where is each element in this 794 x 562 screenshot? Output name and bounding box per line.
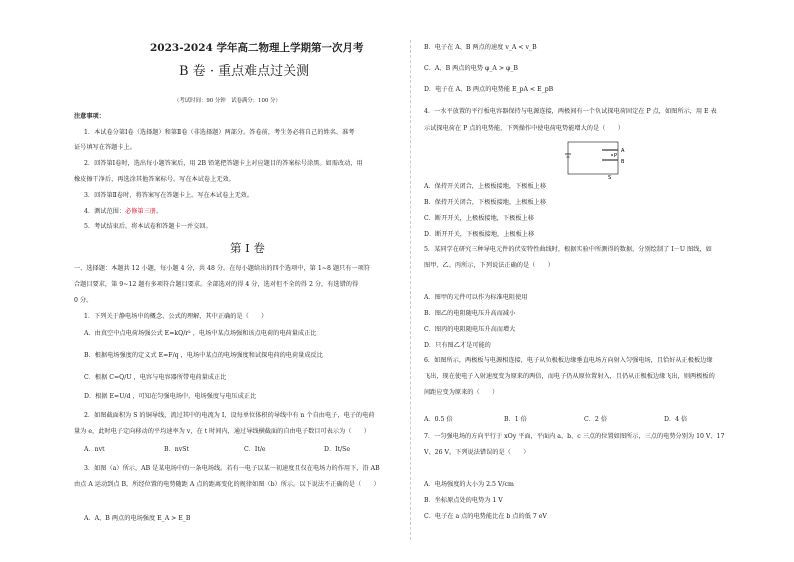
left-column (74, 0, 400, 562)
question-7: 7．一匀强电场的方向平行于 xOy 平面，平面内 a、b、c 三点的位置如图所示，三点的电势分别为 10 V、17 (424, 433, 725, 440)
notice-line: 5．考试结束后，将本试卷和答题卡一并交回。 (84, 223, 212, 230)
switch-label: S (608, 175, 612, 180)
q2-option-c: C．It/e (244, 446, 266, 453)
notice-line: 3．回答第Ⅱ卷时，将答案写在答题卡上。写在本试卷上无效。 (84, 192, 254, 199)
question-6-cont: 间距应变为原来的（ ） (424, 389, 499, 396)
question-6: 6．如图所示，两极板与电源相连接，电子从负极板边缘垂直电场方向射入匀强电场，且恰好从正极板边缘 (424, 357, 713, 364)
circuit-wire (568, 142, 618, 174)
q2-option-b: B．nvSt (164, 446, 189, 453)
q5-option-b: B．图乙的电阻随电压升高而减小 (424, 310, 516, 317)
q3-option-d: D．电子在 A、B 两点的电势能 E_pA < E_pB (424, 86, 554, 93)
capacitor-circuit-diagram (564, 138, 634, 180)
q5-option-d: D．只有图乙才是可能的 (424, 342, 491, 349)
question-3-cont: 由点 A 运动到点 B，所经位置的电势随距 A 点的距离变化的规律如图（b）所示。以下说法不正确的是（ ） (74, 481, 380, 488)
charge-point (611, 154, 613, 156)
question-5-cont: 图甲、乙、丙所示，下列说法正确的是（ ） (424, 262, 554, 269)
q4-option-b: B．保持开关闭合，下极板接地，上极板上移 (424, 199, 547, 206)
section-title: 第 Ⅰ 卷 (230, 241, 265, 255)
q1-option-c: C．根据 C=Q/U ，电容与电容器所带电荷量成正比 (84, 374, 227, 381)
q6-option-b: B．1 倍 (504, 416, 527, 423)
exam-subtitle: B 卷 · 重点难点过关测 (179, 64, 310, 79)
question-1: 1．下列关于静电场中的概念、公式的理解，其中正确的是（ ） (84, 313, 268, 320)
q6-option-a: A．0.5 倍 (424, 416, 453, 423)
q4-option-c: C．断开开关，上极板接地，下极板上移 (424, 215, 534, 222)
exam-meta: （考试时间：90 分钟 试卷满分：100 分） (174, 98, 281, 104)
instruction-line: 0 分。 (74, 297, 93, 304)
column-divider (410, 40, 411, 540)
question-3: 3．如图（a）所示，AB 是某电场中的一条电场线。若有一电子以某一初速度且仅在电场力的作用下，沿 AB (84, 465, 380, 472)
q3-option-c: C．A、B 两点的电势 φ_A > φ_B (424, 65, 518, 72)
q7-option-c: C．电子在 a 点的电势能比在 b 点的低 7 eV (424, 513, 547, 520)
instruction-line: 合题目要求，第 9~12 题有多项符合题目要求。全部选对的得 4 分，选对但不全的得 2 分，有选错的得 (74, 281, 359, 288)
q7-option-b: B．坐标原点处的电势为 1 V (424, 497, 503, 504)
q3-option-b: B．电子在 A、B 两点的速度 v_A < v_B (424, 44, 537, 51)
plate-a-label: A (621, 148, 625, 154)
q7-option-a: A．电场强度的大小为 2.5 V/cm (424, 481, 514, 488)
notice-scope-label: 4．测试范围： (84, 208, 126, 215)
question-4: 4．一水平放置的平行板电容器保持与电源连接，两极间有一个负试探电荷固定在 P 点，如图所示，用 E 表 (424, 108, 717, 115)
q5-option-c: C．图丙的电阻随电压升高而增大 (424, 326, 516, 333)
plate-b-label: B (621, 159, 625, 165)
q4-option-a: A．保持开关闭合，上极板接地，下极板上移 (424, 183, 547, 190)
notice-scope-value: 必修第三册。 (125, 208, 163, 215)
right-column (424, 0, 764, 562)
q1-option-d: D．根据 E=U/d ，可知在匀强电场中，电场强度与电压成正比 (84, 393, 257, 400)
q4-option-d: D．断开开关，下极板接地，上极板上移 (424, 231, 535, 238)
notice-scope (84, 208, 162, 216)
question-2: 2．如图截面积为 S 的铜导线，流过其中的电流为 I，设每单位体积的导线中有 n 个自由电子，电子的电荷 (84, 412, 375, 419)
notice-line: 2．回答第Ⅰ卷时，选出每小题答案后，用 2B 铅笔把答题卡上对应题目的答案标号涂黑。如需改动，用 (84, 160, 363, 167)
question-4-cont: 示试探电荷在 P 点的电势能，下列操作中使电荷电势能增大的是（ ） (424, 125, 624, 132)
q2-option-d: D．It/Se (324, 446, 351, 453)
q6-option-d: D．4 倍 (664, 416, 688, 423)
q1-option-a: A．由真空中点电荷场强公式 E=kQ/r² ，电场中某点场强和该点电荷的电荷量成正比 (84, 330, 317, 337)
question-2-cont: 量为 e，此时电子定向移动的平均速率为 v，在 t 时间内，通过导线横截面的自由电子数目可表示为（ ） (74, 428, 370, 435)
q5-option-a: A．图甲的元件可以作为标准电阻使用 (424, 294, 528, 301)
point-p-label: P (614, 153, 618, 159)
instruction-line: 一、选择题：本题共 12 小题，每小题 4 分，共 48 分。在每小题给出的四个选项中，第 1~8 题只有一项符 (74, 265, 370, 272)
question-6-cont: 飞出，现在使电子入射速度变为原来的两倍，而电子仍从原位置射入，且仍从正极板边缘飞出，则两极板的 (424, 373, 715, 380)
q3-option-a: A．A、B 两点的电场强度 E_A > E_B (84, 515, 191, 522)
q2-option-a: A．nvt (84, 446, 105, 453)
notice-heading: 注意事项： (74, 113, 105, 120)
notice-line: 1．本试卷分第Ⅰ卷（选择题）和第Ⅱ卷（非选择题）两部分。答卷前，考生务必将自己的姓名、准考 (84, 129, 355, 136)
q1-option-b: B．根据电场强度的定义式 E=F/q ，电场中某点的电场强度和试探电荷的电荷量成反比 (84, 352, 323, 359)
notice-line: 证号填写在答题卡上。 (74, 144, 136, 151)
exam-title: 2023-2024 学年高二物理上学期第一次月考 (150, 42, 364, 54)
q6-option-c: C．2 倍 (584, 416, 608, 423)
question-7-cont: V、26 V。下列说法错误的是（ ） (424, 449, 530, 456)
question-5: 5．某同学在研究三种导电元件的伏安特性曲线时，根据实验中所测得的数据，分别绘制了 I－U 图线，如 (424, 246, 712, 253)
notice-line: 橡皮擦干净后，再选涂其他答案标号。写在本试卷上无效。 (74, 176, 235, 183)
